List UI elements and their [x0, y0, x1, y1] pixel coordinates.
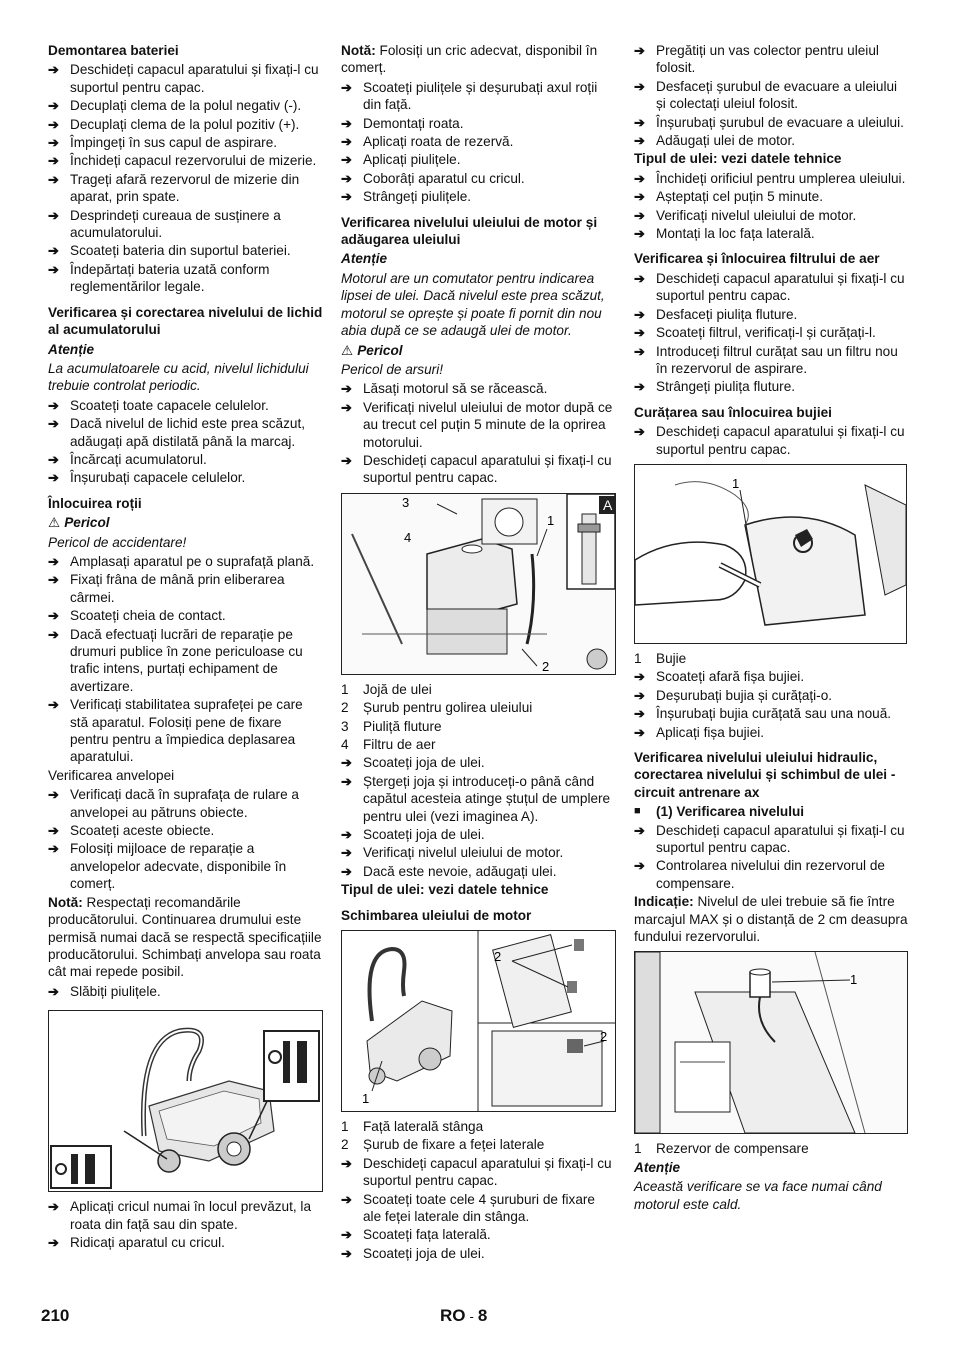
step-item: ➔ Deschideți capacul aparatului și fixați-l cu suportul pentru capac.	[341, 1155, 616, 1190]
step-item: ➔ Introduceți filtrul curățat sau un filtru nou în rezervorul de aspirare.	[634, 343, 909, 378]
hidr-subtitle: ■ (1) Verificarea nivelului	[634, 803, 909, 820]
side-panel-illustration	[342, 931, 615, 1111]
step-item: ➔ Deschideți capacul aparatului și fixați-l cu suportul pentru capac.	[341, 452, 616, 487]
figure-spark-plug	[634, 464, 907, 644]
step-item: ➔ Verificați nivelul uleiului de motor.	[634, 207, 909, 224]
demontare-steps	[48, 61, 323, 295]
step-item: ➔ Verificați nivelul uleiului de motor după ce au trecut cel puțin 5 minute de la oprirea motorului.	[341, 399, 616, 451]
demontare-title: Demontarea bateriei	[48, 43, 179, 58]
side-panel-legend	[341, 1118, 616, 1154]
step-item: ➔ Deschideți capacul aparatului și fixați-l cu suportul pentru capac.	[634, 270, 909, 305]
step-item: ➔ Strângeți piulițele.	[341, 188, 616, 205]
legend-text: Piuliță fluture	[363, 718, 442, 734]
legend-number: 1	[341, 681, 349, 697]
warning-triangle-icon: ⚠	[341, 342, 354, 358]
figure-engine-oil	[341, 493, 616, 675]
ulei-danger-text: Pericol de arsuri!	[341, 361, 443, 377]
step-item: ➔ Aplicați fișa bujiei.	[634, 724, 909, 741]
language-code: RO	[440, 1306, 466, 1325]
step-item: ➔ Încărcați acumulatorul.	[48, 451, 323, 468]
step-item: ➔ Dacă efectuați lucrări de reparație pe drumuri publice în zone periculoase cu trafic intens, purtați echipament de avertizare.	[48, 626, 323, 696]
filtru-title: Verificarea și înlocuirea filtrului de aer	[634, 251, 880, 267]
step-item: ➔ Împingeți în sus capul de aspirare.	[48, 134, 323, 151]
atentie-final-text: Această verificare se va face numai când motorul este cald.	[634, 1179, 882, 1212]
spark-plug-legend	[634, 650, 909, 667]
page-number: 210	[41, 1306, 70, 1325]
fig4-label-1: 1	[850, 972, 858, 988]
fig2-label-1: 1	[362, 1091, 370, 1107]
figure-compensation-tank	[634, 951, 908, 1134]
lichid-attention: Atenție	[48, 341, 95, 357]
legend-number: 2	[341, 700, 349, 716]
step-item: ➔ Deschideți capacul aparatului și fixați-l cu suportul pentru capac.	[48, 61, 323, 96]
legend-text: Șurub pentru golirea uleiului	[363, 700, 533, 716]
nota-cric: Notă: Folosiți un cric adecvat, disponibil în comerț.	[341, 43, 598, 76]
joja-steps	[341, 754, 616, 880]
legend-item	[341, 736, 616, 753]
fig2-label-2a: 2	[494, 949, 502, 965]
tip-ulei-right: Tipul de ulei: vezi datele tehnice	[634, 151, 842, 167]
step-item: ➔ Amplasați aparatul pe o suprafață plană.	[48, 553, 323, 570]
section-page-number: 8	[477, 1306, 488, 1325]
schimb-steps-cont	[634, 42, 909, 149]
step-item: ➔ Scoateți piulițele și deșurubați axul roții din față.	[341, 79, 616, 114]
section-page	[440, 1307, 487, 1325]
step-item: ➔ Scoateți cheia de contact.	[48, 607, 323, 624]
after-figure-steps	[48, 1198, 323, 1251]
legend-text: Filtru de aer	[363, 736, 436, 752]
figure-side-panel	[341, 930, 616, 1112]
step-item: ➔ Verificați stabilitatea suprafeței pe care stă aparatul. Folosiți pene de fixare pentru pentru a împiedica deplasarea aparatului.	[48, 696, 323, 766]
step-item: ➔ Decuplați clema de la polul negativ (-).	[48, 97, 323, 114]
spark-plug-illustration	[635, 465, 906, 643]
warning-triangle-icon: ⚠	[48, 515, 61, 531]
step-item: ➔ Îndepărtați bateria uzată conform reglementărilor legale.	[48, 261, 323, 296]
legend-text: Șurub de fixare a feței laterale	[363, 1137, 545, 1153]
bujie-steps-pre	[634, 423, 909, 458]
legend-number: 4	[341, 736, 349, 752]
hidr-title: Verificarea nivelului uleiului hidraulic, corectarea nivelului și schimbul de ulei - circuit antrenare ax	[634, 749, 896, 800]
step-item: ➔ Așteptați cel puțin 5 minute.	[634, 188, 909, 205]
legend-text: Jojă de ulei	[363, 681, 432, 697]
step-item: ➔ Dacă este nevoie, adăugați ulei.	[341, 863, 616, 880]
step-item: ➔ Decuplați clema de la polul pozitiv (+).	[48, 116, 323, 133]
atentie-final: Atenție	[634, 1159, 681, 1175]
roata-danger-text: Pericol de accidentare!	[48, 534, 187, 550]
ulei-attention: Atenție	[341, 251, 388, 267]
bujie-title: Curățarea sau înlocuirea bujiei	[634, 404, 832, 420]
indicatie-paragraph: Indicație: Nivelul de ulei trebuie să fie între marcajul MAX și o distanță de 2 cm deasupra fundului rezervorului.	[634, 894, 908, 945]
schimb-title: Schimbarea uleiului de motor	[341, 907, 532, 923]
slabiti-step: ➔ Slăbiți piulițele.	[48, 983, 323, 1000]
step-item: ➔ Controlarea nivelului din rezervorul de compensare.	[634, 857, 909, 892]
legend-text: Față laterală stânga	[363, 1119, 484, 1135]
hidr-steps	[634, 822, 909, 893]
legend-text: Rezervor de compensare	[656, 1141, 809, 1157]
step-item: ➔ Desfaceți șurubul de evacuare a uleiului și colectați uleiul folosit.	[634, 78, 909, 113]
step-item: ➔ Coborâți aparatul cu cricul.	[341, 170, 616, 187]
anvelope-label: Verificarea anvelopei	[48, 767, 175, 783]
legend-item	[634, 1140, 909, 1157]
step-item: ➔ Scoateți aceste obiecte.	[48, 822, 323, 839]
step-item: ➔ Înșurubați bujia curățată sau una nouă.	[634, 705, 909, 722]
figure-jack-machine	[48, 1010, 323, 1192]
legend-item	[341, 718, 616, 735]
fig-label-3: 3	[402, 494, 410, 510]
legend-number: 1	[634, 650, 642, 666]
step-item: ➔ Pregătiți un vas colector pentru uleiul folosit.	[634, 42, 909, 77]
step-item: ➔ Aplicați cricul numai în locul prevăzut, la roata din față sau din spate.	[48, 1198, 323, 1233]
column-right	[634, 42, 909, 1215]
tip-ulei-middle: Tipul de ulei: vezi datele tehnice	[341, 882, 549, 898]
step-item: ➔ Montați la loc fața laterală.	[634, 225, 909, 242]
legend-number: 1	[341, 1119, 349, 1135]
engine-legend	[341, 681, 616, 754]
step-item: ➔ Ridicați aparatul cu cricul.	[48, 1234, 323, 1251]
legend-item	[341, 681, 616, 698]
legend-number: 2	[341, 1137, 349, 1153]
step-item: ➔ Verificați dacă în suprafața de rulare a anvelopei au pătruns obiecte.	[48, 786, 323, 821]
step-item: ➔ Lăsați motorul să se răcească.	[341, 380, 616, 397]
step-item: ➔ Scoateți joja de ulei.	[341, 754, 616, 771]
step-item: ➔ Închideți capacul rezervorului de mizerie.	[48, 152, 323, 169]
ulei-attention-text: Motorul are un comutator pentru indicarea lipsei de ulei. Dacă nivelul este prea scăzut, motorul se oprește și poate fi pornit din nou abia după ce se adaugă ulei de motor.	[341, 270, 605, 339]
fig-label-a: A	[603, 496, 613, 513]
bujie-steps	[634, 668, 909, 741]
step-item: ➔ Deșurubați bujia și curățați-o.	[634, 687, 909, 704]
step-item: ➔ Scoateți joja de ulei.	[341, 826, 616, 843]
fig-label-4: 4	[404, 529, 412, 545]
schimb-steps	[341, 1155, 616, 1262]
fig-label-2: 2	[542, 658, 550, 674]
column-middle	[341, 42, 616, 1263]
step-item: ➔ Scoateți toate capacele celulelor.	[48, 397, 323, 414]
step-item: ➔ Trageți afară rezervorul de mizerie din aparat, prin spate.	[48, 171, 323, 206]
step-item: ➔ Scoateți fața laterală.	[341, 1226, 616, 1243]
nota-paragraph: Notă: Respectați recomandările producătorului. Continuarea drumului este permisă numai dacă se respectă specificațiile producătorului. Schimbați anvelopa sau roata cât mai repede posibil.	[48, 894, 322, 980]
step-item: ➔ Deschideți capacul aparatului și fixați-l cu suportul pentru capac.	[634, 822, 909, 857]
footer-dash: -	[469, 1309, 474, 1324]
step-item: ➔ Ștergeți joja și introduceți-o până când capătul acesteia atinge ștuțul de umplere pentru ulei (vezi imaginea A).	[341, 773, 616, 825]
step-item: ➔ Înșurubați șurubul de evacuare a uleiului.	[634, 114, 909, 131]
step-item: ➔ Adăugați ulei de motor.	[634, 132, 909, 149]
roata-steps	[48, 553, 323, 766]
step-item: ➔ Deschideți capacul aparatului și fixați-l cu suportul pentru capac.	[634, 423, 909, 458]
step-item: ➔ Fixați frâna de mână prin eliberarea cârmei.	[48, 571, 323, 606]
legend-item	[341, 1136, 616, 1153]
filtru-steps	[634, 270, 909, 396]
roata-title: Înlocuirea roții	[48, 495, 142, 511]
step-item: ➔ Strângeți piulița fluture.	[634, 378, 909, 395]
column-left	[48, 42, 323, 1252]
step-item: ➔ Scoateți filtrul, verificați-l și curățați-l.	[634, 324, 909, 341]
ulei-title: Verificarea nivelului uleiului de motor și adăugarea uleiului	[341, 214, 598, 248]
fig2-label-2b: 2	[600, 1029, 608, 1045]
step-item: ➔ Scoateți joja de ulei.	[341, 1245, 616, 1262]
compensation-tank-illustration	[635, 952, 907, 1133]
roata-steps-2	[341, 79, 616, 206]
step-item: ➔ Scoateți bateria din suportul bateriei.	[48, 242, 323, 259]
fig-label-1: 1	[547, 512, 555, 528]
step-item: ➔ Demontați roata.	[341, 115, 616, 132]
step-item: ➔ Folosiți mijloace de reparație a anvelopelor adecvate, disponibile în comerț.	[48, 840, 323, 892]
legend-number: 1	[634, 1141, 642, 1157]
step-item: ➔ Închideți orificiul pentru umplerea uleiului.	[634, 170, 909, 187]
step-item: ➔ Scoateți toate cele 4 șuruburi de fixare ale feței laterale din stânga.	[341, 1191, 616, 1226]
legend-item	[341, 1118, 616, 1135]
legend-item	[341, 699, 616, 716]
tip-steps	[634, 170, 909, 243]
step-item: ➔ Dacă nivelul de lichid este prea scăzut, adăugați apă distilată până la marcaj.	[48, 415, 323, 450]
legend-number: 3	[341, 718, 349, 734]
legend-text: Bujie	[656, 650, 687, 666]
machine-illustration	[49, 1011, 322, 1191]
ulei-steps	[341, 380, 616, 486]
fig3-label-1: 1	[732, 475, 740, 491]
anvelope-steps	[48, 786, 323, 892]
step-item: ➔ Verificați nivelul uleiului de motor.	[341, 844, 616, 861]
lichid-attention-text: La acumulatoarele cu acid, nivelul lichidului trebuie controlat periodic.	[48, 360, 309, 394]
tank-legend	[634, 1140, 909, 1157]
roata-danger: ⚠ Pericol	[48, 515, 110, 531]
step-item: ➔ Scoateți afară fișa bujiei.	[634, 668, 909, 685]
step-item: ➔ Aplicați roata de rezervă.	[341, 133, 616, 150]
step-item: ➔ Aplicați piulițele.	[341, 151, 616, 168]
lichid-steps	[48, 397, 323, 487]
step-item: ➔ Înșurubați capacele celulelor.	[48, 469, 323, 486]
engine-illustration	[342, 494, 615, 674]
step-item: ➔ Desfaceți piulița fluture.	[634, 306, 909, 323]
legend-item	[634, 650, 909, 667]
lichid-title: Verificarea și corectarea nivelului de lichid al acumulatorului	[48, 304, 323, 338]
ulei-danger: ⚠ Pericol	[341, 342, 403, 358]
step-item: ➔ Desprindeți cureaua de susținere a acumulatorului.	[48, 207, 323, 242]
